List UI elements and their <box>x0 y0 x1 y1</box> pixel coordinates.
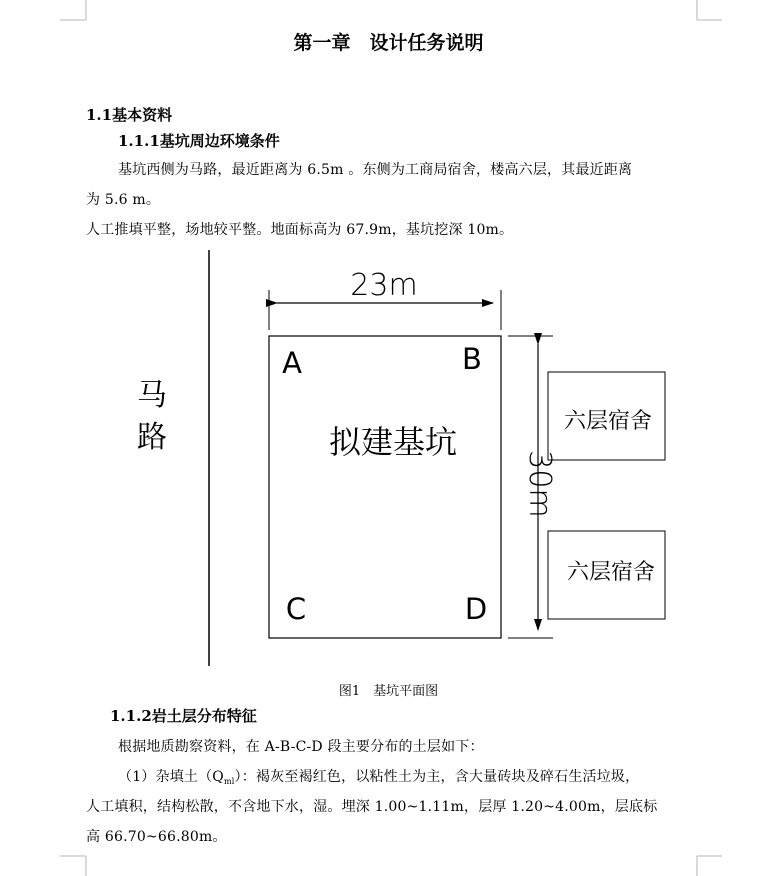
paragraph-4-line-1 <box>118 766 639 786</box>
width-dimension-label: 23m <box>350 268 418 303</box>
figure-caption: 图1 基坑平面图 <box>338 684 439 699</box>
paragraph-4-prefix: （1）杂填土（Q <box>118 769 224 785</box>
pit-label: 拟建基坑 <box>328 423 458 461</box>
site-plan-figure <box>0 240 777 680</box>
section-heading-1-1-2: 1.1.2岩土层分布特征 <box>110 707 257 725</box>
road-label-char-2: 路 <box>137 420 167 455</box>
paragraph-4-subscript: ml <box>223 777 235 786</box>
corner-label-d: D <box>464 592 488 626</box>
paragraph-4-line-2: 人工填积，结构松散，不含地下水，湿。埋深 1.00~1.11m，层厚 1.20~4.00m，层底标 <box>86 799 658 815</box>
corner-label-a: A <box>282 346 302 380</box>
section-heading-1-1: 1.1基本资料 <box>86 106 173 124</box>
paragraph-2: 人工推填平整，场地较平整。地面标高为 67.9m，基坑挖深 10m。 <box>86 222 514 238</box>
road-label-char-1: 马 <box>137 378 167 413</box>
building-2-label: 六层宿舍 <box>566 560 656 585</box>
paragraph-3: 根据地质勘察资料，在 A-B-C-D 段主要分布的土层如下： <box>118 739 484 755</box>
chapter-title: 第一章 设计任务说明 <box>293 32 484 54</box>
paragraph-1-line-1: 基坑西侧为马路，最近距离为 6.5m 。东侧为工商局宿舍，楼高六层，其最近距离 <box>118 162 633 178</box>
height-dimension-label: 30m <box>522 450 557 518</box>
paragraph-4-rest: ）：褐灰至褐红色，以粘性土为主，含大量砖块及碎石生活垃圾， <box>234 769 640 785</box>
building-1-label: 六层宿舍 <box>563 409 653 434</box>
corner-label-c: C <box>285 592 307 626</box>
paragraph-1-line-2: 为 5.6 m。 <box>86 192 161 208</box>
corner-label-b: B <box>462 342 482 376</box>
paragraph-4-line-3: 高 66.70~66.80m。 <box>86 829 227 845</box>
section-heading-1-1-1: 1.1.1基坑周边环境条件 <box>118 132 280 150</box>
